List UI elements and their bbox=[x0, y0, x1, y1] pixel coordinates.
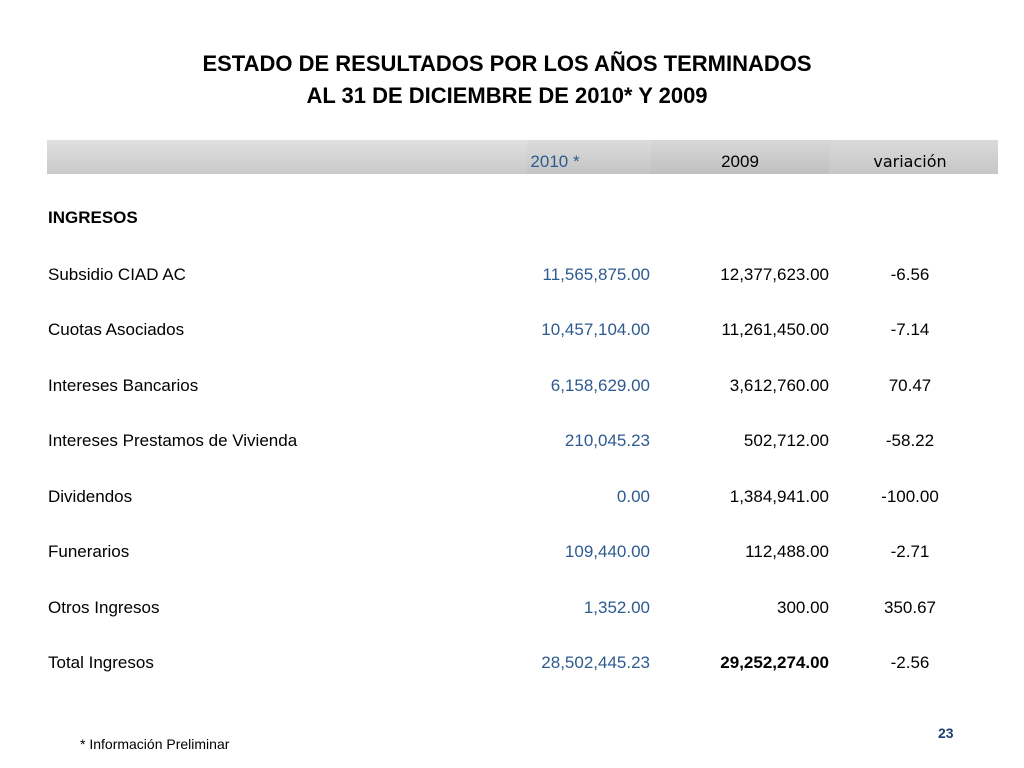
row-value-2010: 28,502,445.23 bbox=[541, 653, 650, 672]
header-segment-label bbox=[47, 140, 527, 174]
row-value-2010: 210,045.23 bbox=[564, 431, 650, 450]
row-value-variation: -7.14 bbox=[890, 320, 930, 339]
row-value-2010: 109,440.00 bbox=[564, 542, 650, 561]
row-value-variation: 70.47 bbox=[888, 376, 932, 395]
row-value-2009: 112,488.00 bbox=[745, 542, 829, 561]
row-value-variation: -2.71 bbox=[890, 542, 930, 561]
table-row bbox=[0, 263, 1024, 287]
row-value-variation: 350.67 bbox=[884, 598, 936, 617]
row-label: Funerarios bbox=[48, 542, 130, 561]
row-value-2009: 29,252,274.00 bbox=[720, 653, 829, 672]
table-row bbox=[0, 374, 1024, 398]
title-line-2: AL 31 DE DICIEMBRE DE 2010* Y 2009 bbox=[306, 83, 708, 108]
row-value-2010: 11,565,875.00 bbox=[542, 265, 650, 284]
page-title bbox=[0, 48, 1014, 112]
column-header-variation: variación bbox=[873, 152, 947, 171]
row-label: Subsidio CIAD AC bbox=[48, 265, 186, 284]
row-label: Dividendos bbox=[48, 487, 133, 506]
column-header-2009: 2009 bbox=[721, 152, 759, 171]
table-row bbox=[0, 540, 1024, 564]
title-line-1: ESTADO DE RESULTADOS POR LOS AÑOS TERMINADOS bbox=[202, 51, 812, 76]
row-value-variation: -58.22 bbox=[885, 431, 935, 450]
page-number: 23 bbox=[938, 725, 954, 741]
column-header-2010: 2010 * bbox=[530, 152, 580, 171]
row-label: Intereses Bancarios bbox=[48, 376, 199, 395]
table-row bbox=[0, 596, 1024, 620]
row-value-2009: 502,712.00 bbox=[743, 431, 829, 450]
row-label: Intereses Prestamos de Vivienda bbox=[48, 431, 298, 450]
row-value-2010: 6,158,629.00 bbox=[550, 376, 650, 395]
row-value-variation: -2.56 bbox=[890, 653, 930, 672]
table-row bbox=[0, 318, 1024, 342]
row-label: Otros Ingresos bbox=[48, 598, 160, 617]
footnote: * Información Preliminar bbox=[80, 736, 230, 752]
row-label: Cuotas Asociados bbox=[48, 320, 185, 339]
row-value-2009: 3,612,760.00 bbox=[729, 376, 829, 395]
row-value-2010: 0.00 bbox=[616, 487, 650, 506]
row-value-variation: -100.00 bbox=[881, 487, 939, 506]
table-row-total bbox=[0, 651, 1024, 675]
row-value-2009: 11,261,450.00 bbox=[721, 320, 829, 339]
table-row bbox=[0, 485, 1024, 509]
row-value-2010: 1,352.00 bbox=[583, 598, 650, 617]
row-label: Total Ingresos bbox=[48, 653, 154, 672]
row-value-2009: 300.00 bbox=[777, 598, 829, 617]
row-value-variation: -6.56 bbox=[890, 265, 930, 284]
section-label-ingresos: INGRESOS bbox=[48, 208, 138, 227]
row-value-2009: 12,377,623.00 bbox=[720, 265, 829, 284]
row-value-2010: 10,457,104.00 bbox=[541, 320, 650, 339]
row-value-2009: 1,384,941.00 bbox=[729, 487, 829, 506]
table-row bbox=[0, 429, 1024, 453]
